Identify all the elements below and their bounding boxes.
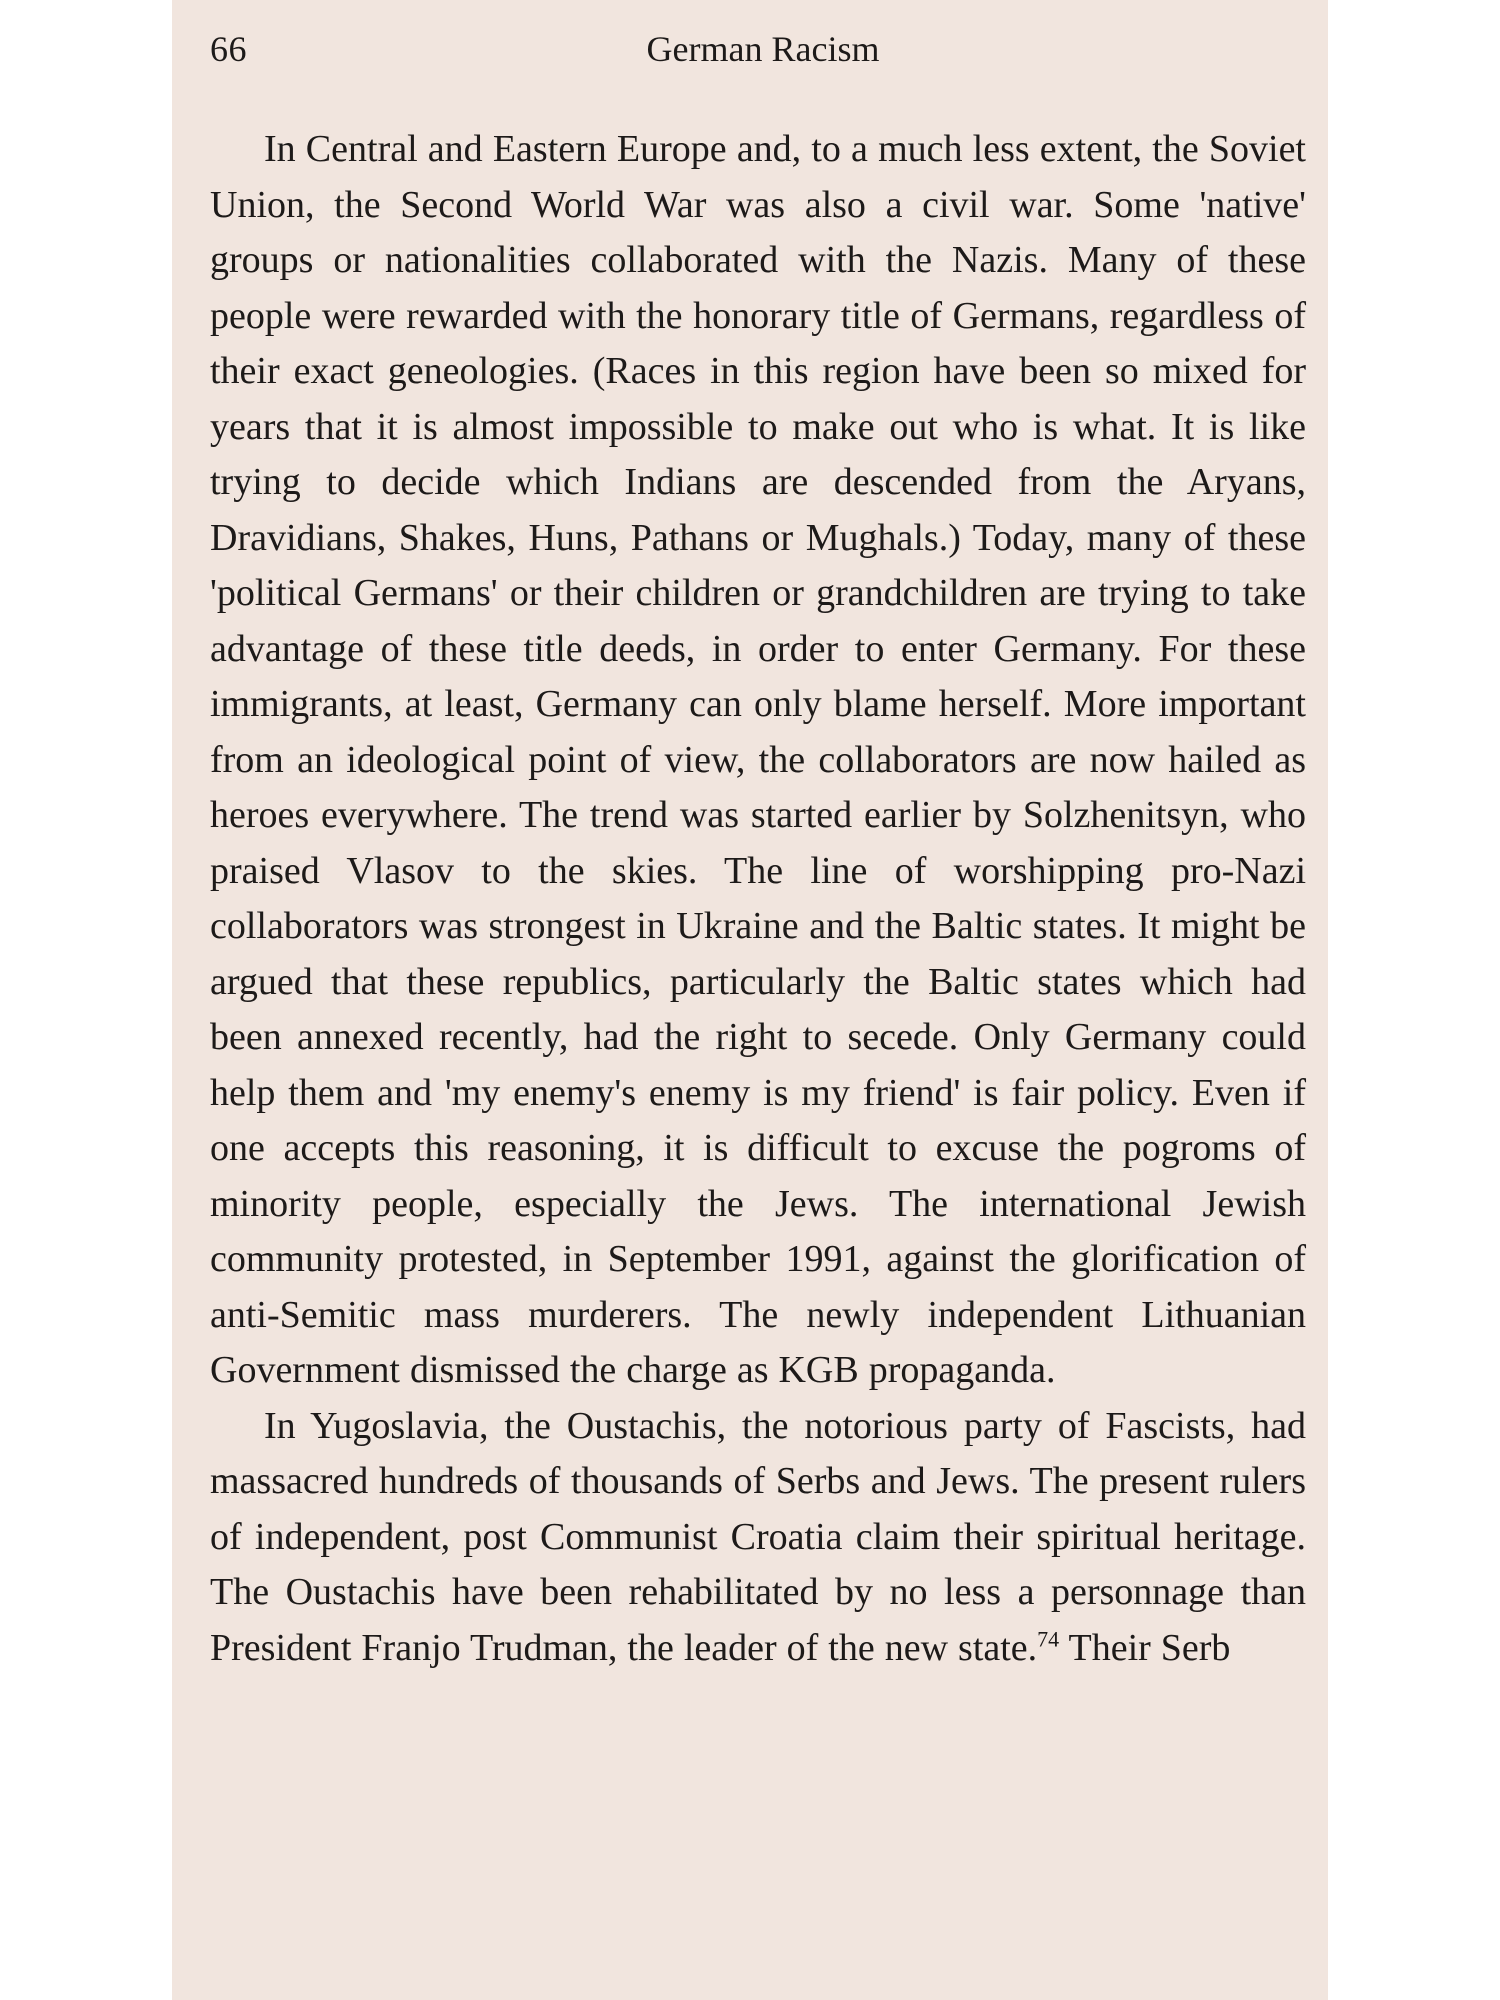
paragraph-2 <box>210 1399 1306 1677</box>
book-page <box>172 0 1328 2000</box>
chapter-title: German Racism <box>646 29 880 69</box>
paragraph-1 <box>210 122 1306 1399</box>
paragraph-2-text: In Yugoslavia, the Oustachis, the notorious party of Fascists, had massacred hundreds of thousands of Serbs and Jews. The present rulers of independent, post Communist Croatia claim their spiritual heritage. The Oustachis have been rehabilitated by no less a personnage than President Franjo Trudman, the leader of the new state. <box>210 1404 1306 1669</box>
running-head <box>210 22 1306 86</box>
paragraph-1-text: In Central and Eastern Europe and, to a much less extent, the Soviet Union, the Second World War was also a civil war. Some 'native' groups or nationalities collaborated with the Nazis. Many of these people were rewarded with the honorary title of Germans, regardless of their exact geneologies. (Races in this region have been so mixed for years that it is almost impossible to make out who is what. It is like trying to decide which Indians are descended from the Aryans, Dravidians, Shakes, Huns, Pathans or Mughals.) Today, many of these 'political Germans' or their children or grandchildren are trying to take advantage of these title deeds, in order to enter Germany. For these immigrants, at least, Germany can only blame herself. More important from an ideological point of view, the collaborators are now hailed as heroes everywhere. The trend was started earlier by Solzhenitsyn, who praised Vlasov to the skies. The line of worshipping pro-Nazi collaborators was strongest in Ukraine and the Baltic states. It might be argued that these republics, particularly the Baltic states which had been annexed recently, had the right to secede. Only Germany could help them and 'my enemy's enemy is my friend' is fair policy. Even if one accepts this reasoning, it is difficult to excuse the pogroms of minority people, especially the Jews. The international Jewish community protested, in September 1991, against the glorification of anti-Semitic mass murderers. The newly independent Lithuanian Government dismissed the charge as KGB propaganda. <box>210 128 1306 1391</box>
body-text <box>210 86 1306 1676</box>
paragraph-2-continuation: Their Serb <box>1059 1626 1231 1669</box>
footnote-reference: 74 <box>1037 1625 1060 1651</box>
page-number: 66 <box>210 29 247 69</box>
